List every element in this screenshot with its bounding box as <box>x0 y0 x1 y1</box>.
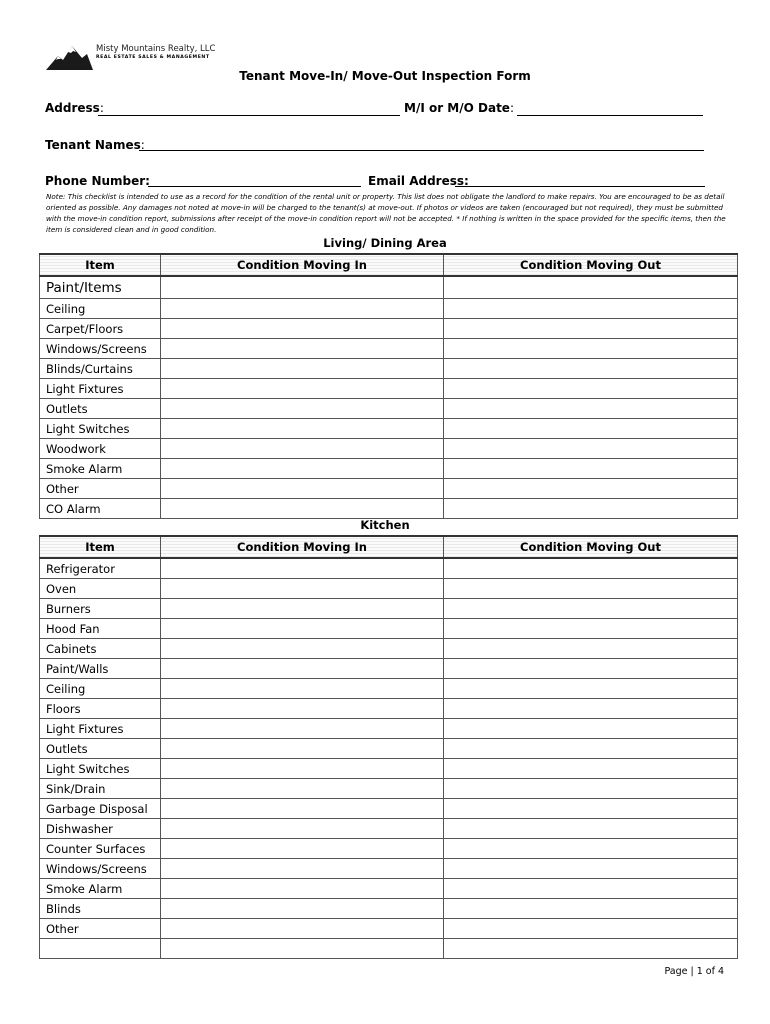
condition-out-cell[interactable] <box>444 339 738 359</box>
table-row <box>40 579 738 599</box>
condition-in-cell[interactable] <box>161 679 444 699</box>
table-row <box>40 639 738 659</box>
table-row <box>40 659 738 679</box>
condition-out-cell[interactable] <box>444 659 738 679</box>
table-row <box>40 679 738 699</box>
table-row <box>40 699 738 719</box>
tenant-names-label: Tenant Names: <box>45 138 145 152</box>
table-row <box>40 739 738 759</box>
table-header-row <box>40 254 738 276</box>
item-cell: Outlets <box>40 739 161 759</box>
item-cell: Floors <box>40 699 161 719</box>
table-row <box>40 499 738 519</box>
condition-in-cell[interactable] <box>161 276 444 299</box>
table-row <box>40 399 738 419</box>
condition-in-cell[interactable] <box>161 799 444 819</box>
living-table <box>39 253 738 519</box>
table-row <box>40 819 738 839</box>
table-row <box>40 839 738 859</box>
table-row <box>40 879 738 899</box>
condition-in-cell[interactable] <box>161 899 444 919</box>
condition-in-cell[interactable] <box>161 699 444 719</box>
address-field[interactable] <box>98 115 400 116</box>
condition-in-cell[interactable] <box>161 339 444 359</box>
table-row <box>40 719 738 739</box>
item-cell: Smoke Alarm <box>40 459 161 479</box>
condition-in-column-header: Condition Moving In <box>161 536 444 558</box>
email-label: Email Address: <box>368 174 469 188</box>
condition-in-cell[interactable] <box>161 359 444 379</box>
item-cell: Counter Surfaces <box>40 839 161 859</box>
condition-out-cell[interactable] <box>444 299 738 319</box>
condition-out-cell[interactable] <box>444 479 738 499</box>
condition-out-cell[interactable] <box>444 558 738 579</box>
page-number: Page | 1 of 4 <box>664 966 724 977</box>
condition-in-cell[interactable] <box>161 919 444 939</box>
condition-out-cell[interactable] <box>444 359 738 379</box>
table-row <box>40 799 738 819</box>
condition-in-column-header: Condition Moving In <box>161 254 444 276</box>
table-row <box>40 339 738 359</box>
item-cell: Light Fixtures <box>40 379 161 399</box>
condition-in-cell[interactable] <box>161 419 444 439</box>
item-cell: Carpet/Floors <box>40 319 161 339</box>
item-column-header: Item <box>40 254 161 276</box>
item-column-header: Item <box>40 536 161 558</box>
condition-in-cell[interactable] <box>161 839 444 859</box>
condition-in-cell[interactable] <box>161 599 444 619</box>
condition-in-cell[interactable] <box>161 639 444 659</box>
condition-in-cell[interactable] <box>161 739 444 759</box>
condition-in-cell[interactable] <box>161 459 444 479</box>
item-cell: Ceiling <box>40 679 161 699</box>
condition-in-cell[interactable] <box>161 499 444 519</box>
condition-out-column-header: Condition Moving Out <box>444 254 738 276</box>
table-row <box>40 919 738 939</box>
condition-out-cell[interactable] <box>444 419 738 439</box>
item-cell: Smoke Alarm <box>40 879 161 899</box>
table-row <box>40 619 738 639</box>
item-cell <box>40 939 161 959</box>
item-cell: Outlets <box>40 399 161 419</box>
condition-out-cell[interactable] <box>444 939 738 959</box>
item-cell: Other <box>40 479 161 499</box>
mountain-logo-icon <box>44 42 94 72</box>
condition-out-cell[interactable] <box>444 819 738 839</box>
condition-out-cell[interactable] <box>444 719 738 739</box>
condition-out-cell[interactable] <box>444 759 738 779</box>
condition-out-column-header: Condition Moving Out <box>444 536 738 558</box>
condition-out-cell[interactable] <box>444 319 738 339</box>
condition-in-cell[interactable] <box>161 779 444 799</box>
condition-in-cell[interactable] <box>161 659 444 679</box>
kitchen-table <box>39 535 738 959</box>
condition-in-cell[interactable] <box>161 819 444 839</box>
table-row <box>40 939 738 959</box>
table-row <box>40 459 738 479</box>
condition-out-cell[interactable] <box>444 579 738 599</box>
table-row <box>40 558 738 579</box>
condition-out-cell[interactable] <box>444 276 738 299</box>
kitchen-section-title: Kitchen <box>360 518 410 532</box>
table-row <box>40 319 738 339</box>
tenant-names-field[interactable] <box>139 150 704 151</box>
condition-in-cell[interactable] <box>161 479 444 499</box>
table-row <box>40 759 738 779</box>
item-cell: Other <box>40 919 161 939</box>
item-cell: Light Fixtures <box>40 719 161 739</box>
table-row <box>40 299 738 319</box>
table-row <box>40 779 738 799</box>
item-cell: Hood Fan <box>40 619 161 639</box>
table-row <box>40 419 738 439</box>
condition-out-cell[interactable] <box>444 399 738 419</box>
item-cell: Dishwasher <box>40 819 161 839</box>
condition-out-cell[interactable] <box>444 919 738 939</box>
condition-out-cell[interactable] <box>444 839 738 859</box>
condition-out-cell[interactable] <box>444 459 738 479</box>
condition-out-cell[interactable] <box>444 679 738 699</box>
item-cell: Sink/Drain <box>40 779 161 799</box>
condition-out-cell[interactable] <box>444 619 738 639</box>
item-cell: Windows/Screens <box>40 859 161 879</box>
item-cell: Windows/Screens <box>40 339 161 359</box>
table-row <box>40 599 738 619</box>
condition-in-cell[interactable] <box>161 879 444 899</box>
condition-out-cell[interactable] <box>444 499 738 519</box>
item-cell: Woodwork <box>40 439 161 459</box>
item-cell: Light Switches <box>40 759 161 779</box>
condition-in-cell[interactable] <box>161 399 444 419</box>
instructions-note: Note: This checklist is intended to use as a record for the condition of the rental unit or property. This list does not obligate the landlord to make repairs. You are encouraged to be as detail oriented as possible. Any damages not noted at move-in will be charged to the tenant(s) at move-out. If photos or videos are taken (encouraged but not required), they must be submitted with the move-in condition report, submissions after receipt of the move-in condition report will not be accepted. * If nothing is written in the space provided for the specific items, then the item is considered clean and in good condition. <box>46 192 726 234</box>
condition-out-cell[interactable] <box>444 879 738 899</box>
company-tagline: REAL ESTATE SALES & MANAGEMENT <box>96 55 210 60</box>
condition-out-cell[interactable] <box>444 639 738 659</box>
condition-out-cell[interactable] <box>444 599 738 619</box>
condition-in-cell[interactable] <box>161 619 444 639</box>
item-cell: Light Switches <box>40 419 161 439</box>
item-cell: Burners <box>40 599 161 619</box>
company-name: Misty Mountains Realty, LLC <box>96 44 216 54</box>
table-row <box>40 859 738 879</box>
table-row <box>40 379 738 399</box>
email-field[interactable] <box>455 186 705 187</box>
form-title: Tenant Move-In/ Move-Out Inspection Form <box>239 69 531 83</box>
table-row <box>40 439 738 459</box>
condition-in-cell[interactable] <box>161 319 444 339</box>
condition-out-cell[interactable] <box>444 439 738 459</box>
condition-in-cell[interactable] <box>161 719 444 739</box>
condition-out-cell[interactable] <box>444 899 738 919</box>
item-cell: Refrigerator <box>40 558 161 579</box>
item-cell: Paint/Walls <box>40 659 161 679</box>
table-row <box>40 359 738 379</box>
condition-out-cell[interactable] <box>444 379 738 399</box>
condition-out-cell[interactable] <box>444 699 738 719</box>
phone-label: Phone Number: <box>45 174 150 188</box>
condition-out-cell[interactable] <box>444 859 738 879</box>
condition-in-cell[interactable] <box>161 439 444 459</box>
table-row <box>40 276 738 299</box>
condition-out-cell[interactable] <box>444 739 738 759</box>
condition-out-cell[interactable] <box>444 799 738 819</box>
condition-in-cell[interactable] <box>161 558 444 579</box>
condition-in-cell[interactable] <box>161 759 444 779</box>
table-row <box>40 479 738 499</box>
address-label: Address: <box>45 101 104 115</box>
item-cell: CO Alarm <box>40 499 161 519</box>
condition-in-cell[interactable] <box>161 579 444 599</box>
item-cell: Garbage Disposal <box>40 799 161 819</box>
item-cell: Blinds <box>40 899 161 919</box>
date-field[interactable] <box>517 115 703 116</box>
table-header-row <box>40 536 738 558</box>
condition-in-cell[interactable] <box>161 859 444 879</box>
item-cell: Paint/Items <box>40 276 161 299</box>
living-section-title: Living/ Dining Area <box>323 236 447 250</box>
table-row <box>40 899 738 919</box>
date-label: M/I or M/O Date: <box>404 101 514 115</box>
condition-in-cell[interactable] <box>161 939 444 959</box>
condition-out-cell[interactable] <box>444 779 738 799</box>
condition-in-cell[interactable] <box>161 299 444 319</box>
item-cell: Oven <box>40 579 161 599</box>
phone-field[interactable] <box>148 186 361 187</box>
item-cell: Cabinets <box>40 639 161 659</box>
condition-in-cell[interactable] <box>161 379 444 399</box>
item-cell: Ceiling <box>40 299 161 319</box>
item-cell: Blinds/Curtains <box>40 359 161 379</box>
